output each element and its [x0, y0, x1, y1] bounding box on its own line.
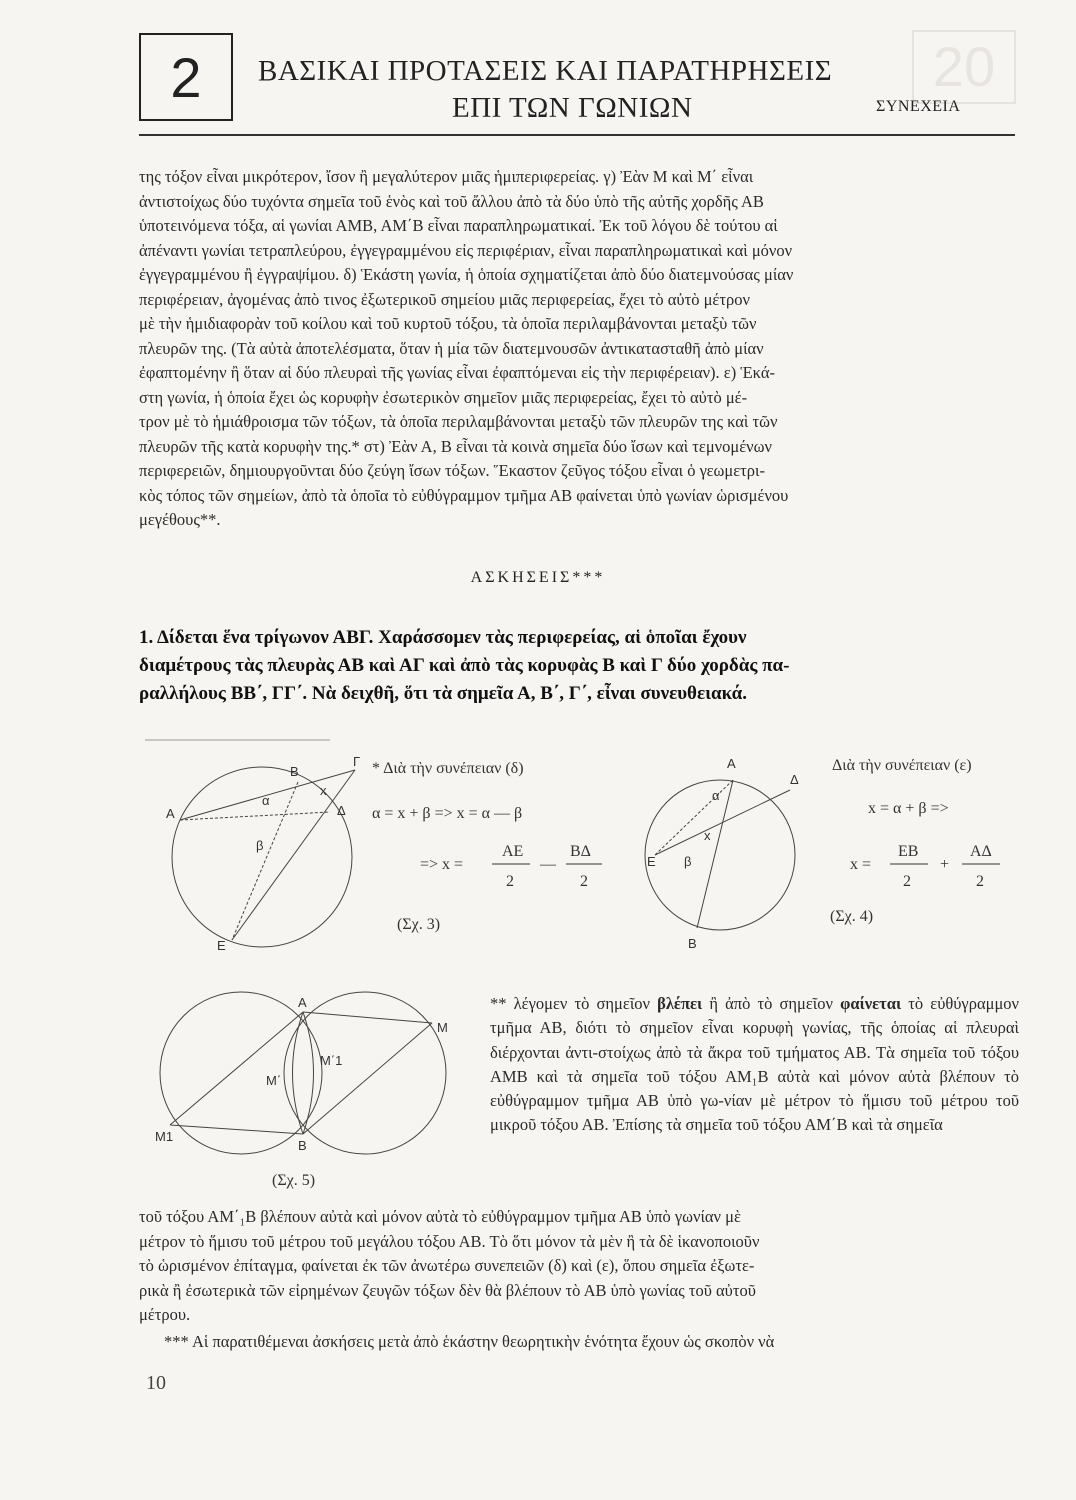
fig5-label: Μ [437, 1020, 448, 1035]
fig4-note: Διὰ τὴν συνέπειαν (ε) [832, 757, 972, 774]
chapter-title-line1: ΒΑΣΙΚΑΙ ΠΡΟΤΑΣΕΙΣ ΚΑΙ ΠΑΡΑΤΗΡΗΣΕΙΣ [258, 55, 833, 87]
fig3-label: Β [290, 764, 299, 779]
fig3-frac2-den: 2 [580, 873, 588, 890]
body-line: περιφέρειαν, ἀγομένας ἀπὸ τινος ἐξωτερικοῦ σημείου μιᾶς περιφερείας, ἔχει τὸ αὐτὸ μέτρον [139, 289, 750, 309]
fig3-label: Γ [353, 754, 361, 769]
fig4-label: Α [727, 756, 736, 771]
body-line: περιφερειῶν, δημιουργοῦνται δύο ζεύγη ἴσων τόξων. Ἕκαστον ζεῦγος τόξου εἶναι ὁ γεωμετρι- [139, 461, 765, 480]
figure-4 [645, 756, 1000, 951]
footnote-line: μέτρον τὸ ἥμισυ τοῦ μέτρου τοῦ μεγάλου τόξου ΑΒ. Τὸ ὅτι μόνον τὰ μὲν ἢ τὰ δὲ ἱκανοποιοῦν [139, 1231, 760, 1251]
body-line: κὸς τόπος τῶν σημείων, ἀπὸ τὰ ὁποῖα τὸ εὐθύγραμμον τμῆμα ΑΒ φαίνεται ὑπὸ γωνίαν ὡρισμένου [139, 485, 789, 505]
fig4-frac2-den: 2 [976, 873, 984, 890]
body-line: στη γωνία, ἡ ὁποία ἔχει ὡς κορυφὴν ἐσωτερικὸν σημεῖον μιᾶς περιφερείας, ἔχει τὸ αὐτὸ μέ- [139, 387, 748, 407]
fig3-label: Α [166, 806, 175, 821]
fig3-eq2-lhs: => x = [420, 856, 464, 873]
fig4-label: Δ [790, 772, 799, 787]
body-line: μὲ τὴν ἡμιδιαφορὰν τοῦ κοίλου καὶ τοῦ κυρτοῦ τόξου, τὰ ὁποῖα περιλαμβάνονται μεταξὺ τῶν [139, 314, 757, 333]
fig4-chord-ea [655, 780, 733, 855]
footnote-line: τοῦ τόξου ΑΜ΄₁Β βλέπουν αὐτὰ καὶ μόνον αὐτὰ τὸ εὐθύγραμμον τμῆμα ΑΒ ὑπὸ γωνίαν μὲ [139, 1207, 741, 1226]
fig5-label: Α [298, 995, 307, 1010]
body-line: ἀπέναντι γωνίαι τετραπλεύρου, ἐγγεγραμμένου εἰς περιφέριαν, εἶναι παραπληρωματικαὶ καὶ μόνον [139, 240, 793, 260]
fig4-label: Ε [647, 854, 656, 869]
body-line: πλευρῶν της. (Τὰ αὐτὰ ἀποτελέσματα, ὅταν ἡ μία τῶν διατεμνουσῶν ἀντικατασταθῆ ἀπὸ μίαν [139, 338, 764, 358]
figure-3 [166, 754, 602, 953]
footnote-2-side [490, 992, 1019, 1138]
fig4-frac1-num: ΕΒ [898, 843, 919, 860]
body-line: ἀντιστοίχως δύο τυχόντα σημεῖα τοῦ ἑνὸς καὶ τοῦ ἄλλου ἀπὸ τὰ δύο ὑπὸ τῆς αὐτῆς χορδῆς ΑΒ [139, 191, 764, 211]
chapter-title-line2: ΕΠΙ ΤΩΝ ΓΩΝΙΩΝ [452, 92, 693, 124]
fig5-caption: (Σχ. 5) [272, 1172, 316, 1189]
fig3-minus: — [540, 856, 556, 873]
fig5-label: Μ΄ [266, 1073, 282, 1088]
footnote-bold: φαίνεται [840, 994, 902, 1013]
body-line: ἐφαπτομένην ἢ ὅταν αἱ δύο πλευραὶ τῆς γωνίας εἶναι ἐφαπτόμεναι εἰς τὴν περιφέρειαν). ε) Ἑκά- [139, 363, 775, 382]
fig4-eq2-lhs: x = [850, 856, 872, 873]
fig4-frac1-den: 2 [903, 873, 911, 890]
footnote-line: ρικὰ ἢ ἐσωτερικὰ τῶν εἰρημένων ζευγῶν τόξων δὲν θὰ βλέπουν τὸ ΑΒ ὑπὸ γωνίας τοῦ αὐτοῦ [139, 1280, 756, 1300]
exercises-heading: ΑΣΚΗΣΕΙΣ*** [470, 569, 606, 586]
fig4-plus: + [940, 856, 950, 873]
fig5-label: Μ΄1 [320, 1053, 343, 1068]
fig3-label: Δ [337, 803, 346, 818]
footnote-text: τὸ εὐθύγραμμον τμῆμα ΑΒ, διότι τὸ σημεῖον εἶναι κορυφὴ γωνίας, τῆς ὁποίας αἱ πλευραὶ διέρχονται ἀντι-στοίχως ἀπὸ τὰ ἄκρα τοῦ τμήματος ΑΒ. Τὰ σημεῖα τοῦ τόξου ΑΜΒ καὶ τὰ σημεῖα τοῦ τόξου ΑΜ₁Β αὐτὰ καὶ μόνον αὐτὰ βλέπουν τὸ εὐθύγραμμον τμῆμα ΑΒ ὑπὸ γω-νίαν μὲ μέτρον τὸ ἥμισυ τοῦ μέτρου τοῦ μικροῦ τόξου ΑΒ. Ἐπίσης τὰ σημεῖα τοῦ τόξου ΑΜ΄Β καὶ τὰ σημεῖα [490, 994, 1020, 1135]
fig4-label: α [712, 788, 720, 803]
fig3-secant-eg [232, 770, 355, 940]
fig4-label: Β [688, 936, 697, 951]
fig5-m1-a [170, 1012, 303, 1125]
footnote-3: *** Αἱ παρατιθέμεναι ἀσκήσεις μετὰ ἀπὸ ἑκάστην θεωρητικὴν ἑνότητα ἔχουν ὡς σκοπὸν νὰ [164, 1332, 775, 1351]
footnote-line: τὸ ὡρισμένον ἐπίταγμα, φαίνεται ἐκ τῶν ἀνωτέρω συνεπειῶν (δ) καὶ (ε), ὅπου σημεῖα ἐξωτε- [139, 1256, 755, 1275]
fig3-frac1-den: 2 [506, 873, 514, 890]
footnote-bold: βλέπει [657, 994, 703, 1013]
exercise-line: ραλλήλους ΒΒ΄, ΓΓ΄. Νὰ δειχθῆ, ὅτι τὰ σημεῖα Α, Β΄, Γ΄, εἶναι συνευθειακά. [139, 683, 747, 704]
fig3-caption: (Σχ. 3) [397, 916, 441, 933]
fig3-frac1-num: ΑΕ [502, 843, 524, 860]
fig4-circle [645, 780, 795, 930]
footnote-text: ἢ ἀπὸ τὸ σημεῖον [702, 994, 841, 1013]
footnote-line: μέτρου. [139, 1305, 191, 1324]
fig4-eq1: x = α + β => [868, 800, 949, 817]
fig3-eq1: α = x + β => x = α — β [372, 805, 523, 822]
fig5-label: Β [298, 1138, 307, 1153]
fig5-arc-mprime [293, 1012, 304, 1134]
fig3-label: Ε [217, 938, 226, 953]
footnote-2-continuation [139, 1205, 1019, 1328]
fig4-frac2-num: ΑΔ [970, 843, 992, 860]
fig4-label: β [684, 854, 692, 869]
body-line: ὑποτεινόμενα τόξα, αἱ γωνίαι ΑΜΒ, ΑΜ΄Β εἶναι παραπληρωματικαί. Ἐκ τοῦ λόγου δὲ τούτου αἱ [139, 216, 778, 235]
fig3-frac2-num: ΒΔ [570, 843, 591, 860]
body-line: πλευρῶν τῆς κατὰ κορυφὴν της.* στ) Ἐὰν Α, Β εἶναι τὰ κοινὰ σημεῖα δύο ἴσων καὶ τεμνομένων [139, 436, 772, 456]
body-line: της τόξον εἶναι μικρότερον, ἴσον ἢ μεγαλύτερον μιᾶς ἡμιπεριφερείας. γ) Ἐὰν Μ καὶ Μ΄ εἶναι [139, 167, 754, 186]
footnote-stars: ** [490, 994, 507, 1013]
exercise-line: 1. Δίδεται ἕνα τρίγωνον ΑΒΓ. Χαράσσομεν τὰς περιφερείας, αἱ ὁποῖαι ἔχουν [139, 627, 747, 648]
fig3-note: * Διὰ τὴν συνέπειαν (δ) [372, 760, 524, 777]
fig5-a-m [303, 1012, 432, 1023]
fig3-label: β [256, 838, 264, 853]
body-line: τρον μὲ τὸ ἡμιάθροισμα τῶν τόξων, τὰ ὁποῖα περιλαμβάνονται μεταξὺ τῶν πλευρῶν της καὶ τῶν [139, 412, 778, 431]
page-number: 10 [146, 1372, 166, 1394]
figure-5 [155, 992, 448, 1189]
body-line: μεγέθους**. [139, 510, 221, 529]
fig5-b-m [303, 1023, 432, 1134]
fig5-label: Μ1 [155, 1129, 174, 1144]
continuation-label: ΣΥΝΕΧΕΙΑ [876, 98, 961, 115]
faded-ghost-chapter-box: 20 [912, 30, 1016, 104]
exercise-line: διαμέτρους τὰς πλευρὰς ΑΒ καὶ ΑΓ καὶ ἀπὸ τὰς κορυφὰς Β καὶ Γ δύο χορδὰς πα- [139, 655, 790, 676]
fig5-m1-b [170, 1125, 303, 1134]
fig4-label: x [704, 828, 711, 843]
fig4-chord-ed [655, 790, 790, 855]
fig3-label: x [320, 783, 327, 798]
body-line: ἐγγεγραμμένου ἢ ἐγγραψίμου. δ) Ἑκάστη γωνία, ἡ ὁποία σχηματίζεται ἀπὸ δύο διατεμνούσας μίαν [139, 265, 794, 284]
footnote-text: λέγομεν τὸ σημεῖον [506, 994, 658, 1013]
fig4-caption: (Σχ. 4) [830, 908, 874, 925]
fig5-arc-m1prime [303, 1012, 314, 1134]
fig3-label: α [262, 793, 270, 808]
chapter-number-box: 2 [139, 33, 233, 121]
